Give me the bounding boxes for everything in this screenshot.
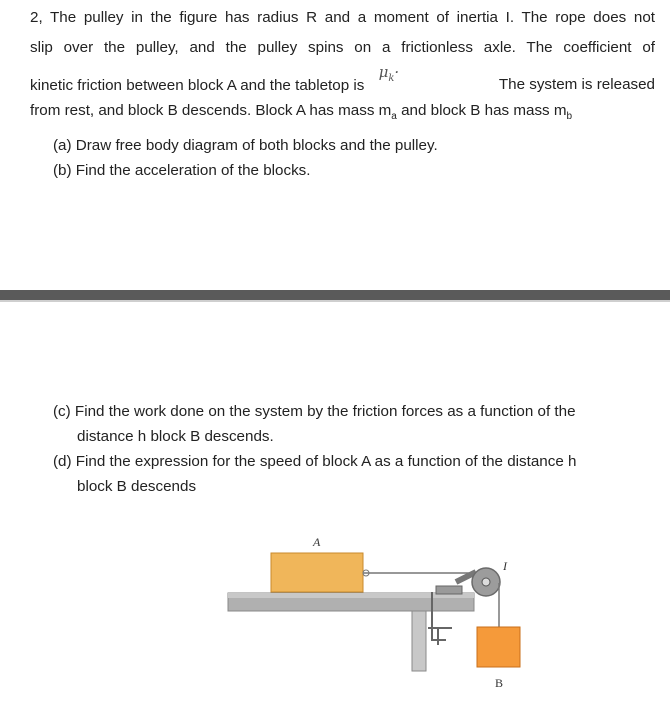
clamp-bracket [436,586,462,594]
part-a: (a) Draw free body diagram of both blocks and the pulley. [53,137,438,154]
pulley-label: I [503,559,507,573]
part-c-line-1: (c) Find the work done on the system by the friction forces as a function of the [53,403,576,420]
mu-k-symbol: $\mu_k\cdot$ [378,63,400,84]
block-a-label: A [313,535,321,549]
table-leg [412,611,426,671]
part-b: (b) Find the acceleration of the blocks. [53,162,311,179]
part-d-line-2: block B descends [77,478,197,495]
problem-line-3-end: The system is released [498,76,655,93]
part-d-line-1: (d) Find the expression for the speed of block A as a function of the distance h [53,453,577,470]
block-a [271,553,363,592]
problem-line-1: 2, The pulley in the figure has radius R and a moment of inertia I. The rope does not [30,9,655,26]
problem-line-3-start: kinetic friction between block A and the tabletop is [30,77,365,94]
block-b [477,627,520,667]
pulley-axle [482,578,490,586]
part-c-line-2: distance h block B descends. [77,428,274,445]
problem-line-2: slip over the pulley, and the pulley spins on a frictionless axle. The coefficient of [30,39,655,56]
block-b-label: B [495,676,504,690]
problem-line-4: from rest, and block B descends. Block A has mass $m_a$ and block B has mass $m_b$ [30,102,573,123]
